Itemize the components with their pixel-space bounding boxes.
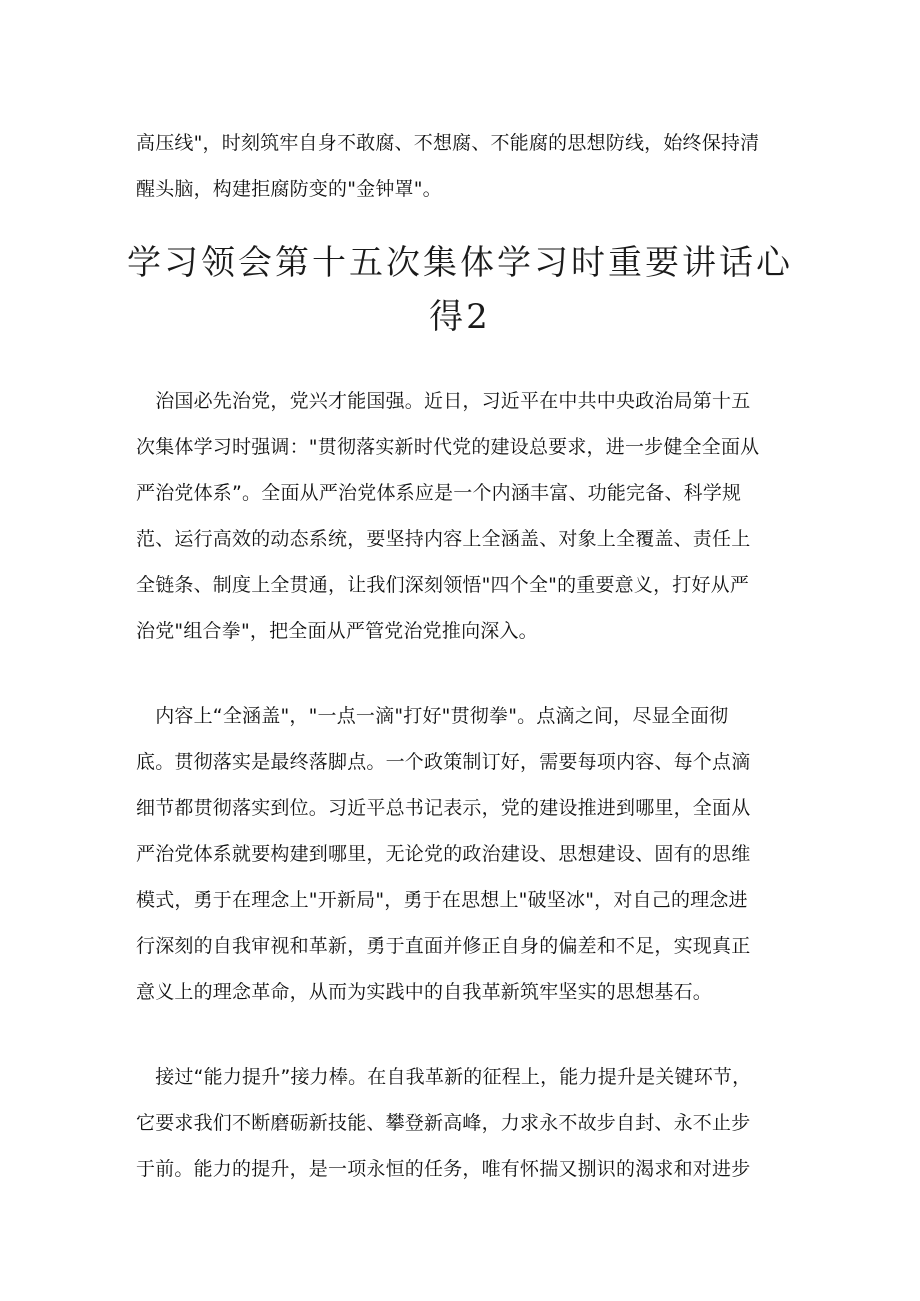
text-line: 于前。能力的提升，是一项永恒的任务，唯有怀揣又捌识的渴求和对进步 [136, 1158, 751, 1180]
text-line: 意义上的理念革命，从而为实践中的自我革新筑牢坚实的思想基石。 [136, 981, 713, 1003]
heading-line: 得2 [429, 297, 491, 337]
text-line: 模式，勇于在理念上"开新局"，勇于在思想上"破坚冰"，对自己的理念进 [136, 889, 748, 911]
text-line: 治国必先治党，党兴才能国强。近日，习近平在中共中央政治局第十五 [136, 390, 751, 412]
paragraph-2 [136, 693, 786, 1015]
text-line: 底。贯彻落实是最终落脚点。一个政策制订好，需要每项内容、每个点滴 [136, 751, 751, 773]
paragraph-1 [136, 378, 786, 654]
text-line: 醒头脑，构建拒腐防变的"金钟罩"。 [136, 178, 442, 200]
paragraph-3 [136, 1054, 786, 1192]
text-line: 内容上“全涵盖"，"一点一滴"打好"贯彻拳"。点滴之间，尽显全面彻 [136, 705, 729, 727]
continued-paragraph [136, 120, 786, 212]
text-line: 治党"组合拳"，把全面从严管党治党推向深入。 [136, 620, 538, 642]
text-line: 范、运行高效的动态系统，要坚持内容上全涵盖、对象上全覆盖、责任上 [136, 528, 751, 550]
heading-line: 学习领会第十五次集体学习时重要讲话心 [127, 243, 793, 283]
text-line: 严治党体系”。全面从严治党体系应是一个内涵丰富、功能完备、科学规 [136, 482, 742, 504]
text-line: 细节都贯彻落实到位。习近平总书记表示，党的建设推进到哪里，全面从 [136, 797, 751, 819]
text-line: 次集体学习时强调："贯彻落实新时代党的建设总要求，进一步健全全面从 [136, 436, 760, 458]
text-line: 严治党体系就要构建到哪里，无论党的政治建设、思想建设、固有的思维 [136, 843, 751, 865]
section-heading [100, 236, 820, 344]
text-line: 接过“能力提升”接力棒。在自我革新的征程上，能力提升是关键环节， [136, 1066, 752, 1088]
text-line: 高压线"，时刻筑牢自身不敢腐、不想腐、不能腐的思想防线，始终保持清 [136, 132, 760, 154]
text-line: 全链条、制度上全贯通，让我们深刻领悟"四个全"的重要意义，打好从严 [136, 574, 750, 596]
text-line: 行深刻的自我审视和革新，勇于直面并修正自身的偏差和不足，实现真正 [136, 935, 751, 957]
text-line: 它要求我们不断磨砺新技能、攀登新高峰，力求永不故步自封、永不止步 [136, 1112, 751, 1134]
